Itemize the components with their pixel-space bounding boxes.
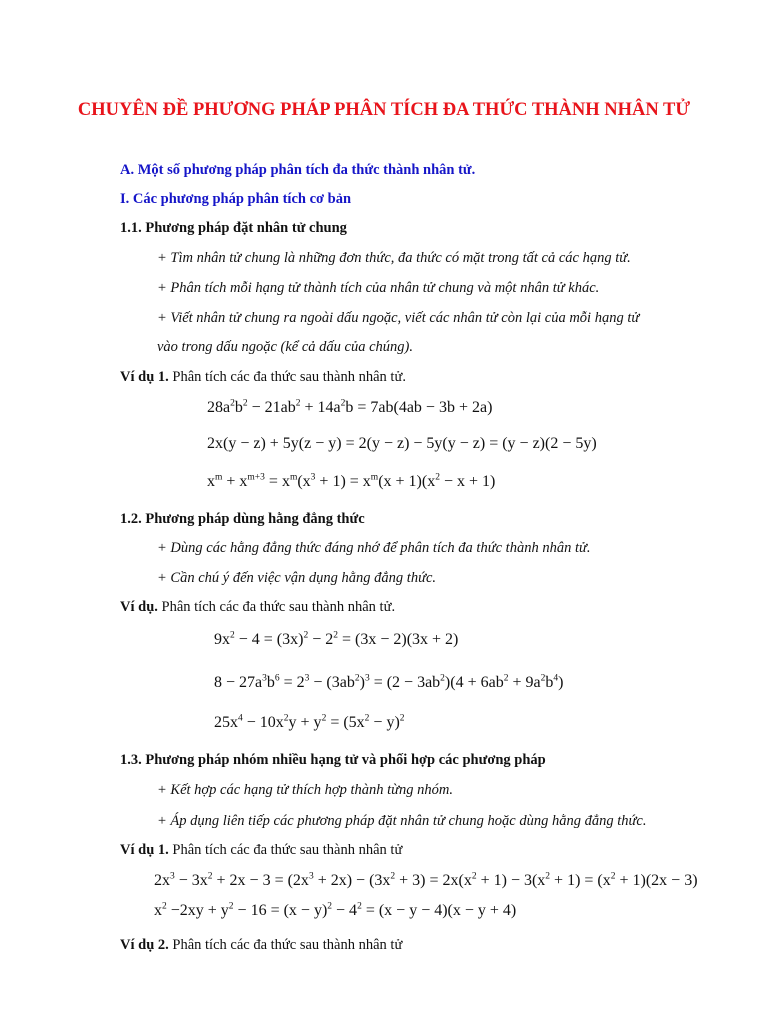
method-1-3-heading: 1.3. Phương pháp nhóm nhiều hạng tử và phối hợp các phương pháp <box>120 752 546 768</box>
example-label: Ví dụ 1. <box>120 842 169 858</box>
example-label: Ví dụ 1. <box>120 369 169 385</box>
example-1-1 <box>120 367 406 387</box>
example-1-3-2 <box>120 935 402 955</box>
equation-1: $28a^2b^2 - 21ab^2 + 14a^2b = 7ab(4ab - 3b + 2a)$ <box>207 398 493 416</box>
section-i-heading: I. Các phương pháp phân tích cơ bản <box>120 191 352 207</box>
equation-7: $2x^3 - 3x^2 + 2x - 3 = (2x^3 + 2x) - (3x^2 + 3) = 2x(x^2 + 1) - 3(x^2 + 1) = (x^2 + 1)(2x - 3)$ <box>154 871 698 889</box>
method-1-1-bullet-3: + Viết nhân tử chung ra ngoài dấu ngoặc, viết các nhân tử còn lại của mỗi hạng tử <box>157 310 640 326</box>
example-text: Phân tích các đa thức sau thành nhân tử. <box>157 599 396 615</box>
page-title: CHUYÊN ĐỀ PHƯƠNG PHÁP PHÂN TÍCH ĐA THỨC THÀNH NHÂN TỬ <box>77 100 691 120</box>
method-1-1-heading: 1.1. Phương pháp đặt nhân tử chung <box>120 220 347 236</box>
method-1-1-bullet-2: + Phân tích mỗi hạng tử thành tích của nhân tử chung và một nhân tử khác. <box>157 280 600 296</box>
method-1-1-bullet-3-cont: vào trong dấu ngoặc (kể cả dấu của chúng). <box>157 339 413 355</box>
method-1-2-bullet-1: + Dùng các hằng đẳng thức đáng nhớ để phân tích đa thức thành nhân tử. <box>157 540 591 556</box>
section-a-heading: A. Một số phương pháp phân tích đa thức thành nhân tử. <box>120 162 476 178</box>
example-1-3-1 <box>120 840 402 860</box>
method-1-2-heading: 1.2. Phương pháp dùng hằng đẳng thức <box>120 511 365 527</box>
example-label: Ví dụ. <box>120 599 158 615</box>
equation-3: $x^m + x^{m+3} = x^m(x^3 + 1) = x^m(x + 1)(x^2 - x + 1)$ <box>207 472 496 490</box>
equation-2: 2x(y − z) + 5y(z − y) = 2(y − z) − 5y(y − z) = (y − z)(2 − 5y) <box>207 435 597 452</box>
equation-6: $25x^4 - 10x^2y + y^2 = (5x^2 - y)^2$ <box>214 713 405 731</box>
method-1-3-bullet-2: + Áp dụng liên tiếp các phương pháp đặt nhân tử chung hoặc dùng hằng đẳng thức. <box>157 813 647 829</box>
example-text: Phân tích các đa thức sau thành nhân tử <box>168 937 403 953</box>
method-1-3-bullet-1: + Kết hợp các hạng tử thích hợp thành từng nhóm. <box>157 782 454 798</box>
example-1-2 <box>120 597 395 617</box>
example-text: Phân tích các đa thức sau thành nhân tử <box>168 842 403 858</box>
method-1-1-bullet-1: + Tìm nhân tử chung là những đơn thức, đa thức có mặt trong tất cả các hạng tử. <box>157 250 631 266</box>
example-label: Ví dụ 2. <box>120 937 169 953</box>
equation-4: $9x^2 - 4 = (3x)^2 - 2^2 = (3x - 2)(3x + 2)$ <box>214 630 459 648</box>
equation-5: $8 - 27a^3b^6 = 2^3 - (3ab^2)^3 = (2 - 3ab^2)(4 + 6ab^2 + 9a^2b^4)$ <box>214 673 564 691</box>
equation-8: $x^2 -2xy + y^2 - 16 = (x - y)^2 - 4^2 = (x - y - 4)(x - y + 4)$ <box>154 901 517 919</box>
example-text: Phân tích các đa thức sau thành nhân tử. <box>168 369 406 385</box>
method-1-2-bullet-2: + Cần chú ý đến việc vận dụng hằng đẳng thức. <box>157 570 437 586</box>
